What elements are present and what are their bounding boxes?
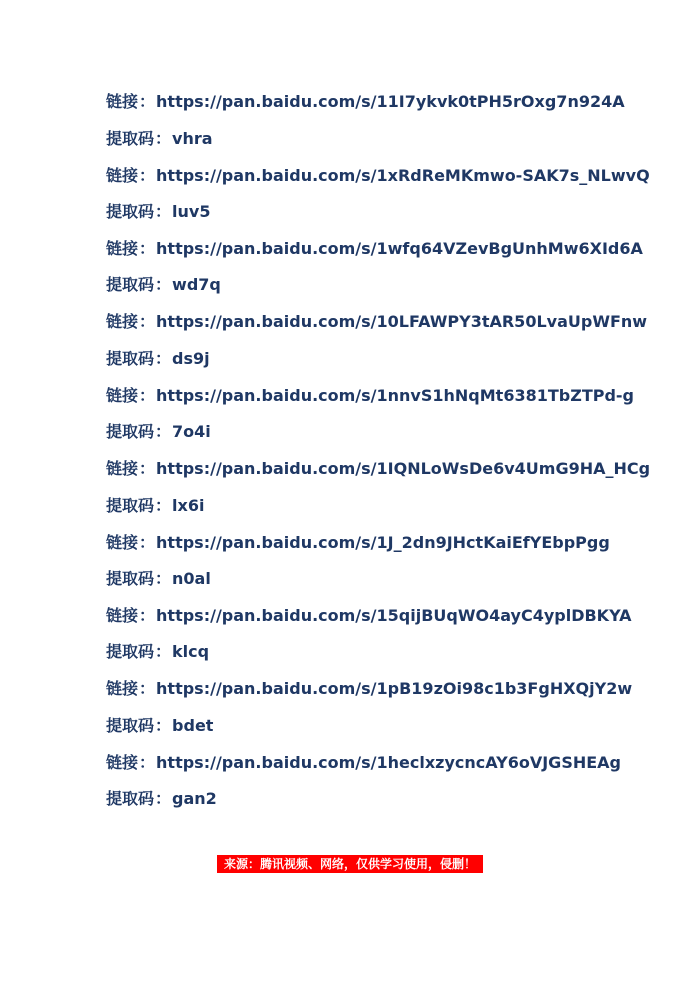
separator: ：	[155, 789, 172, 808]
separator: ：	[139, 239, 156, 258]
link-row[interactable]	[106, 457, 650, 481]
separator: ：	[155, 642, 172, 661]
link-label: 链接	[106, 312, 139, 331]
code-row	[106, 347, 210, 371]
code-row	[106, 200, 210, 224]
separator: ：	[139, 679, 156, 698]
link-row[interactable]	[106, 237, 643, 261]
link-url[interactable]: https://pan.baidu.com/s/1nnvS1hNqMt6381TbZTPd-g	[156, 386, 635, 405]
code-row	[106, 273, 221, 297]
link-row[interactable]	[106, 310, 647, 334]
source-note: 来源：腾讯视频、网络，仅供学习使用，侵删！	[217, 855, 483, 873]
link-url[interactable]: https://pan.baidu.com/s/1xRdReMKmwo-SAK7s_NLwvQ	[156, 166, 650, 185]
code-label: 提取码	[106, 496, 155, 515]
separator: ：	[155, 496, 172, 515]
separator: ：	[155, 716, 172, 735]
code-label: 提取码	[106, 716, 155, 735]
link-url[interactable]: https://pan.baidu.com/s/11I7ykvk0tPH5rOxg7n924A	[156, 92, 625, 111]
link-url[interactable]: https://pan.baidu.com/s/10LFAWPY3tAR50LvaUpWFnw	[156, 312, 648, 331]
extraction-code: wd7q	[172, 275, 221, 294]
separator: ：	[139, 312, 156, 331]
link-row[interactable]	[106, 164, 650, 188]
link-row[interactable]	[106, 604, 632, 628]
separator: ：	[139, 92, 156, 111]
separator: ：	[155, 569, 172, 588]
code-row	[106, 494, 204, 518]
link-label: 链接	[106, 92, 139, 111]
code-row	[106, 420, 211, 444]
separator: ：	[139, 459, 156, 478]
link-label: 链接	[106, 606, 139, 625]
link-row[interactable]	[106, 751, 621, 775]
link-label: 链接	[106, 459, 139, 478]
extraction-code: lx6i	[172, 496, 205, 515]
separator: ：	[139, 606, 156, 625]
code-row	[106, 787, 217, 811]
extraction-code: luv5	[172, 202, 211, 221]
code-label: 提取码	[106, 349, 155, 368]
extraction-code: bdet	[172, 716, 214, 735]
extraction-code: n0al	[172, 569, 211, 588]
separator: ：	[155, 349, 172, 368]
link-row[interactable]	[106, 90, 625, 114]
link-label: 链接	[106, 679, 139, 698]
link-row[interactable]	[106, 384, 634, 408]
extraction-code: klcq	[172, 642, 210, 661]
link-row[interactable]	[106, 677, 632, 701]
code-label: 提取码	[106, 275, 155, 294]
separator: ：	[155, 202, 172, 221]
link-url[interactable]: https://pan.baidu.com/s/1wfq64VZevBgUnhMw6XId6A	[156, 239, 643, 258]
code-row	[106, 127, 213, 151]
separator: ：	[155, 129, 172, 148]
code-label: 提取码	[106, 422, 155, 441]
extraction-code: 7o4i	[172, 422, 211, 441]
separator: ：	[155, 275, 172, 294]
link-url[interactable]: https://pan.baidu.com/s/15qijBUqWO4ayC4yplDBKYA	[156, 606, 632, 625]
link-label: 链接	[106, 166, 139, 185]
link-url[interactable]: https://pan.baidu.com/s/1pB19zOi98c1b3FgHXQjY2w	[156, 679, 633, 698]
link-label: 链接	[106, 239, 139, 258]
extraction-code: vhra	[172, 129, 213, 148]
code-label: 提取码	[106, 129, 155, 148]
separator: ：	[139, 533, 156, 552]
code-label: 提取码	[106, 642, 155, 661]
code-row	[106, 640, 209, 664]
code-label: 提取码	[106, 789, 155, 808]
separator: ：	[139, 166, 156, 185]
link-label: 链接	[106, 753, 139, 772]
code-label: 提取码	[106, 202, 155, 221]
code-label: 提取码	[106, 569, 155, 588]
separator: ：	[155, 422, 172, 441]
extraction-code: ds9j	[172, 349, 210, 368]
link-url[interactable]: https://pan.baidu.com/s/1heclxzycncAY6oVJGSHEAg	[156, 753, 621, 772]
separator: ：	[139, 753, 156, 772]
code-row	[106, 714, 213, 738]
separator: ：	[139, 386, 156, 405]
extraction-code: gan2	[172, 789, 217, 808]
link-label: 链接	[106, 386, 139, 405]
code-row	[106, 567, 211, 591]
link-url[interactable]: https://pan.baidu.com/s/1J_2dn9JHctKaiEfYEbpPgg	[156, 533, 610, 552]
link-label: 链接	[106, 533, 139, 552]
link-url[interactable]: https://pan.baidu.com/s/1IQNLoWsDe6v4UmG9HA_HCg	[156, 459, 651, 478]
link-row[interactable]	[106, 531, 610, 555]
